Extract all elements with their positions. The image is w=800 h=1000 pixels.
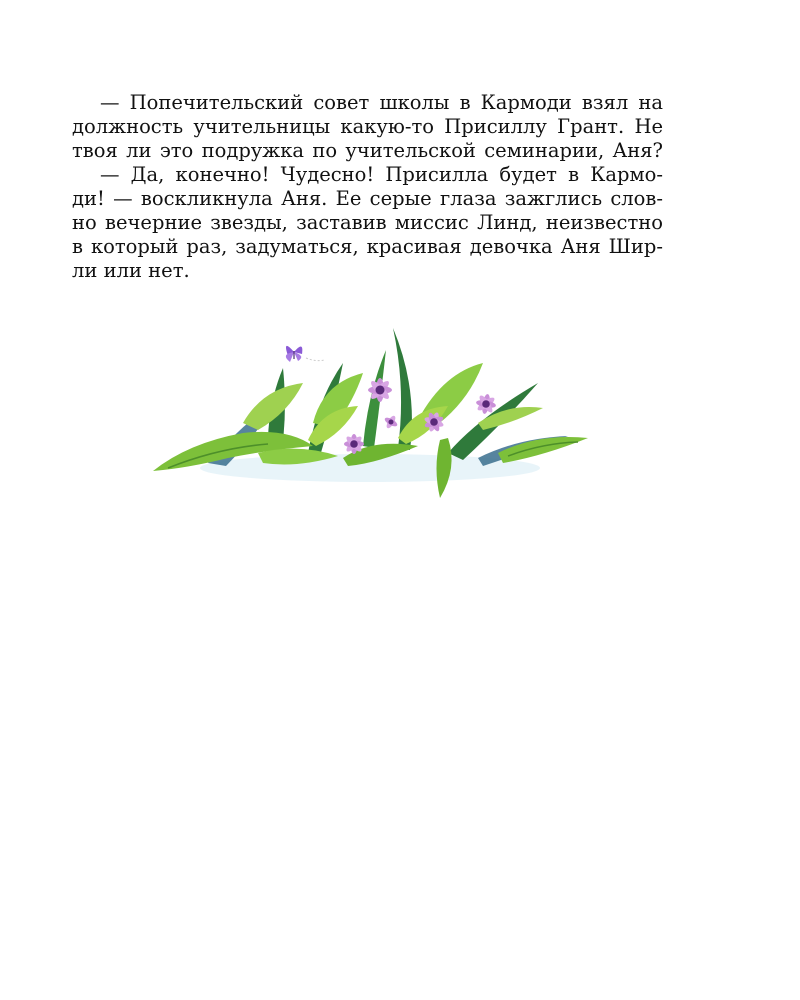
book-text xyxy=(72,91,663,283)
flower-bush-svg xyxy=(148,328,590,506)
flower-bud xyxy=(383,414,398,429)
text-line-6: но вечерние звезды, заставив миссис Линд, неизвестно xyxy=(72,211,663,234)
flower-large xyxy=(368,378,392,402)
text-line-3: твоя ли это подружка по учительской семинарии, Аня? xyxy=(72,139,663,162)
butterfly-icon xyxy=(286,346,324,362)
text-line-5: ди! — воскликнула Аня. Ее серые глаза зажглись слов- xyxy=(72,187,663,210)
flower-bush-illustration xyxy=(148,328,590,506)
text-line-2: должность учительницы какую-то Присиллу Грант. Не xyxy=(72,115,663,138)
text-line-7: в который раз, задуматься, красивая девочка Аня Шир- xyxy=(72,235,663,258)
flower-bottom xyxy=(344,434,364,454)
text-line-8: ли или нет. xyxy=(72,259,190,282)
flower-right xyxy=(476,394,497,415)
text-line-4: — Да, конечно! Чудесно! Присилла будет в Кармо- xyxy=(100,163,663,186)
text-line-1: — Попечительский совет школы в Кармоди взял на xyxy=(100,91,663,114)
